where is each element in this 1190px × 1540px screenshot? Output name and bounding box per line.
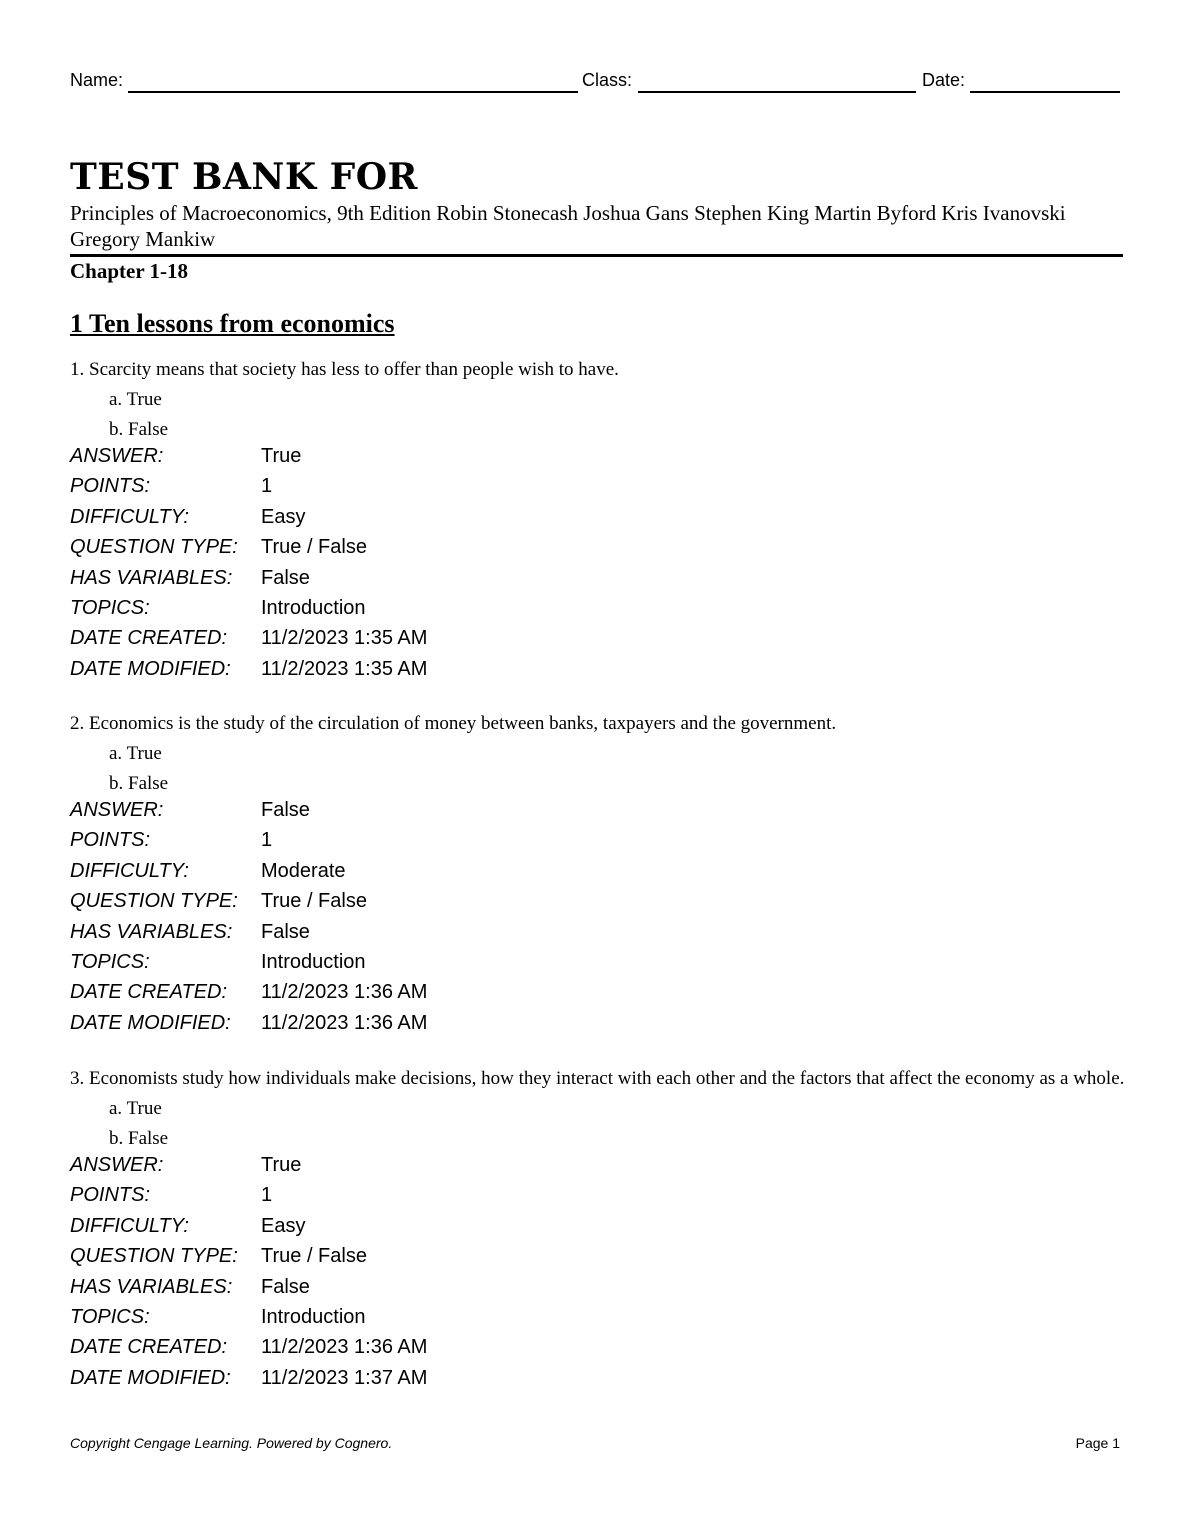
meta-value: 11/2/2023 1:35 AM xyxy=(261,627,428,650)
name-label: Name: xyxy=(70,70,124,90)
question-1 xyxy=(70,358,1125,688)
meta-key: HAS VARIABLES: xyxy=(70,920,233,943)
meta-key: QUESTION TYPE: xyxy=(70,890,238,913)
meta-key: DATE MODIFIED: xyxy=(70,1011,231,1034)
meta-value: 1 xyxy=(261,1184,273,1207)
meta-row xyxy=(70,597,1125,627)
meta-key: POINTS: xyxy=(70,475,151,498)
option-b: b. False xyxy=(109,773,169,794)
option-b: b. False xyxy=(109,419,169,440)
meta-value: True xyxy=(261,1154,302,1176)
meta-value: True / False xyxy=(261,890,367,913)
date-field-line[interactable] xyxy=(970,91,1120,93)
meta-key: HAS VARIABLES: xyxy=(70,566,233,589)
meta-row xyxy=(70,475,1125,505)
meta-value: 11/2/2023 1:36 AM xyxy=(261,1336,428,1359)
meta-key: ANSWER: xyxy=(70,799,164,821)
meta-row xyxy=(70,506,1125,536)
meta-value: False xyxy=(261,799,310,821)
question-stem: 2. Economics is the study of the circulation of money between banks, taxpayers and the government. xyxy=(70,713,837,734)
chapter-label: Chapter 1-18 xyxy=(70,259,189,283)
meta-row xyxy=(70,1245,1125,1275)
meta-value: 11/2/2023 1:37 AM xyxy=(261,1366,428,1389)
meta-row xyxy=(70,1306,1125,1336)
meta-key: TOPICS: xyxy=(70,950,150,973)
header-fields xyxy=(70,70,1120,96)
meta-row xyxy=(70,829,1125,859)
meta-row xyxy=(70,627,1125,657)
title-divider xyxy=(70,254,1123,257)
meta-value: Introduction xyxy=(261,950,366,973)
meta-key: DATE MODIFIED: xyxy=(70,657,231,680)
meta-key: DATE CREATED: xyxy=(70,627,228,650)
meta-key: DIFFICULTY: xyxy=(70,859,189,882)
meta-key: DATE CREATED: xyxy=(70,981,228,1004)
question-stem: 1. Scarcity means that society has less to offer than people wish to have. xyxy=(70,359,619,380)
question-2 xyxy=(70,712,1125,1042)
class-label: Class: xyxy=(582,70,633,90)
meta-row xyxy=(70,536,1125,566)
meta-row xyxy=(70,1336,1125,1366)
meta-value: True / False xyxy=(261,1245,367,1268)
meta-row xyxy=(70,1367,1125,1397)
doc-subtitle: Principles of Macroeconomics, 9th Edition Robin Stonecash Joshua Gans Stephen King Martin Byford Kris Ivanovski Gregory Mankiw xyxy=(70,201,1066,251)
question-3 xyxy=(70,1067,1125,1397)
meta-row xyxy=(70,799,1125,829)
option-a: a. True xyxy=(109,389,162,410)
class-field-line[interactable] xyxy=(638,91,916,93)
meta-value: 1 xyxy=(261,829,273,852)
question-stem: 3. Economists study how individuals make decisions, how they interact with each other and the factors that affect the economy as a whole. xyxy=(70,1068,1125,1089)
meta-value: Introduction xyxy=(261,1305,366,1328)
meta-key: POINTS: xyxy=(70,1184,151,1207)
meta-key: QUESTION TYPE: xyxy=(70,1245,238,1268)
meta-row xyxy=(70,921,1125,951)
section-heading: 1 Ten lessons from economics xyxy=(70,309,395,338)
option-a: a. True xyxy=(109,743,162,764)
meta-key: DATE MODIFIED: xyxy=(70,1366,231,1389)
meta-value: 11/2/2023 1:36 AM xyxy=(261,981,428,1004)
meta-value: True xyxy=(261,445,302,467)
meta-key: ANSWER: xyxy=(70,1154,164,1176)
meta-value: True / False xyxy=(261,536,367,559)
meta-row xyxy=(70,1276,1125,1306)
question-metadata xyxy=(70,445,1125,688)
meta-key: TOPICS: xyxy=(70,1305,150,1328)
meta-row xyxy=(70,860,1125,890)
meta-value: Introduction xyxy=(261,596,366,619)
question-metadata xyxy=(70,799,1125,1042)
meta-value: Moderate xyxy=(261,859,346,882)
meta-row xyxy=(70,1184,1125,1214)
meta-key: POINTS: xyxy=(70,829,151,852)
meta-row xyxy=(70,567,1125,597)
option-b: b. False xyxy=(109,1128,169,1149)
meta-key: DIFFICULTY: xyxy=(70,1214,189,1237)
meta-row xyxy=(70,890,1125,920)
meta-value: Easy xyxy=(261,1214,306,1237)
meta-row xyxy=(70,981,1125,1011)
meta-key: QUESTION TYPE: xyxy=(70,536,238,559)
meta-row xyxy=(70,445,1125,475)
date-label: Date: xyxy=(922,70,966,90)
meta-value: 11/2/2023 1:36 AM xyxy=(261,1011,428,1034)
meta-key: ANSWER: xyxy=(70,445,164,467)
meta-key: TOPICS: xyxy=(70,596,150,619)
question-metadata xyxy=(70,1154,1125,1397)
meta-row xyxy=(70,1154,1125,1184)
meta-row xyxy=(70,1215,1125,1245)
option-a: a. True xyxy=(109,1098,162,1119)
name-field-line[interactable] xyxy=(128,91,578,93)
meta-value: False xyxy=(261,920,310,943)
meta-key: DIFFICULTY: xyxy=(70,505,189,528)
meta-row xyxy=(70,1012,1125,1042)
meta-value: False xyxy=(261,566,310,589)
meta-key: HAS VARIABLES: xyxy=(70,1275,233,1298)
meta-value: Easy xyxy=(261,505,306,528)
page-number: Page 1 xyxy=(1075,1435,1120,1451)
meta-value: 1 xyxy=(261,475,273,498)
meta-row xyxy=(70,951,1125,981)
meta-row xyxy=(70,658,1125,688)
meta-value: 11/2/2023 1:35 AM xyxy=(261,657,428,680)
meta-key: DATE CREATED: xyxy=(70,1336,228,1359)
doc-title: TEST BANK FOR xyxy=(70,156,418,198)
meta-value: False xyxy=(261,1275,310,1298)
copyright-text: Copyright Cengage Learning. Powered by Cognero. xyxy=(70,1435,393,1451)
